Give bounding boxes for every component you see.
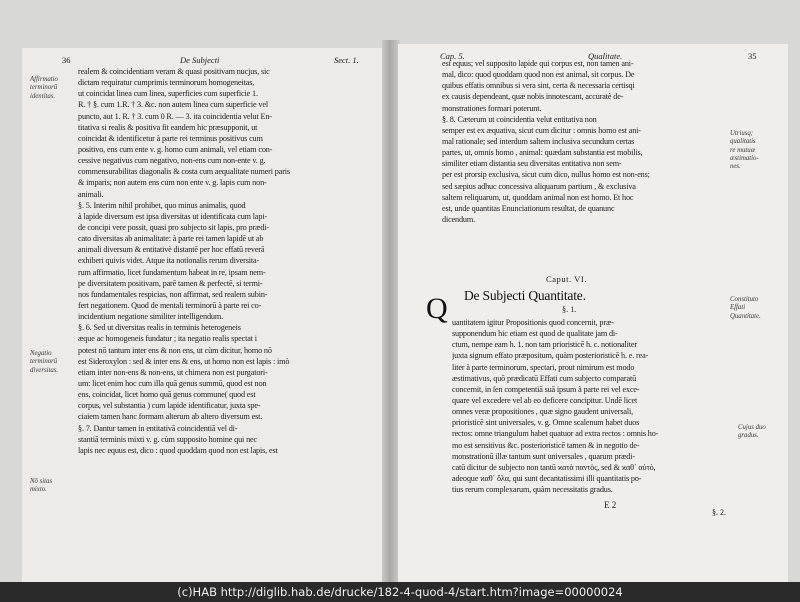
image-caption-bar: (c)HAB http://diglib.hab.de/drucke/182-4-quod-4/start.htm?image=00000024 (0, 582, 800, 602)
right-running-title: Qualitate. (588, 51, 623, 61)
text-line: omnes veræ propositiones , quæ signo gaudent universali, (452, 407, 634, 417)
text-line: saltem reliquarum, ut, quoddam animal non est homo. Et hoc (442, 192, 634, 202)
text-line: cato diversitas ab animalitate: à parte rei tamen lapidē ut ab (78, 234, 264, 244)
text-line: mal rationale; sed interdum saltem inclusiva secundum certas (442, 136, 635, 146)
text-line: ens, coincidat, licet homo quā genus commune( quod est (78, 390, 256, 400)
text-line: cessive negativus cum negativo, non-ens cum non-ente v. g. (78, 156, 266, 166)
text-line: dicendum. (442, 214, 475, 224)
text-line: corpus, vel substantia ) cum lapide identificatur, juxta spe- (78, 401, 261, 411)
right-margin-note-2: Constituto Effati Quantitate. (730, 296, 761, 320)
text-line: à lapide diversum est ipsa diversitas ut identificata cum lapi- (78, 211, 268, 221)
text-line: & imparis; non autem ens cum non ente v. g. lapis cum non- (78, 178, 267, 188)
text-line: partes, ut, omnis homo , animal: quædam substantia est mobilis, (442, 148, 643, 158)
text-line: sed sæpius adhuc concessiva aliquarum partium , & exclusiva (442, 181, 636, 191)
right-margin-note-3: Cujus duo gradus. (738, 424, 766, 440)
text-line: quibus effatis omnibus si vera sint, certa & necessaria certisqi (442, 81, 635, 91)
right-page-text-bottom (452, 317, 732, 495)
text-line: puncto, aut 1. R. † 3. cum 0 R. — 3. ita coincidentia velut En- (78, 111, 272, 121)
text-line: est equus; vel supposito lapide qui corpus est, non tamen ani- (442, 59, 634, 68)
text-line: um: licet enim hoc cum illa quā genus summū, quod est non (78, 378, 267, 388)
drop-capital: Q (426, 292, 448, 325)
text-line: ut coincidat linea cum linea, superficies cum superficie 1. (78, 89, 258, 99)
text-line: nos fundamentales respicias, non affirmat, sed realem subin- (78, 289, 268, 299)
left-margin-note-2: Negatio terminorū diversitas. (30, 350, 59, 374)
text-line: prioristicē sint universales, v. g. Omne scalenum habet duos (452, 418, 640, 428)
left-margin-note-1: Affirmatio terminorū identitas. (30, 76, 58, 100)
text-line: §. 7. Dantur tamen in entitativā coincidentiā vel di- (78, 423, 238, 433)
text-line: ctum, nempe eam h. 1. non tam prioristicē h. c. notionaliter (452, 340, 637, 350)
left-section-ref: Sect. 1. (334, 55, 359, 65)
text-line: pe diversitatem positivam, parē tamen & perfectē, si termi- (78, 278, 263, 288)
text-line: de concipi vere possit, quasi pro subjecto sit lapis, pro prædi- (78, 222, 269, 232)
left-page-number: 36 (62, 55, 71, 65)
left-running-title: De Subjecti (180, 55, 220, 65)
right-page-text-top (442, 58, 732, 225)
left-page-text (78, 66, 378, 456)
text-line: animali. (78, 189, 104, 199)
text-line: fert negationem. Quod de mentali terminorū à parte rei co- (78, 300, 262, 310)
text-line: tius rerum complexarum, quàm necessitatis gradus. (452, 485, 613, 495)
text-line: æstimativus, quō prædicatū Effati cum subjecto comparatū (452, 373, 637, 383)
text-line: supponendum hic etiam est quod de qualitate jam di- (452, 329, 618, 339)
text-line: mal, dico: quod quoddam quod non est animal, sit corpus. De (442, 70, 635, 80)
text-line: adeoque ϰαθ᾽ ὅλα, qui sunt decantatissimi illi quantitatis po- (452, 473, 642, 483)
text-line: exhiberi quivis videt. Atque ita notionalis rerum diversita- (78, 256, 260, 266)
text-line: monstrationes formari poterunt. (442, 103, 542, 113)
text-line: æque ac homogeneis fundatur ; ita negatio realis spectat i (78, 334, 257, 344)
text-line: per est prorsip exclusiva, sicut cum dico, nullus homo est non-ens; (442, 170, 650, 180)
chapter-label: Caput. VI. (546, 274, 587, 284)
text-line: quare vel excedere vel ab eo deficere concipitur. Undē licet (452, 395, 638, 405)
text-line: rectos: omne triangulum habet quatuor ad extra rectos : omnis ho- (452, 429, 659, 439)
left-margin-note-3: Nō sitas mixto. (30, 478, 53, 494)
catchword: §. 2. (712, 508, 726, 517)
text-line: rum affirmatio, licet fundamentum habeat in re, ipsam nem- (78, 267, 266, 277)
text-line: §. 5. Interim nihil prohibet, quo minus animalis, quod (78, 200, 246, 210)
text-line: dictam requiratur cumprimis terminorum homogeneitas, (78, 78, 255, 88)
text-line: titativa si realis & positiva fit eandem hic præsupponit, ut (78, 122, 258, 132)
text-line: incidentium negatione similiter intelligendum. (78, 312, 223, 322)
text-line: catū dicitur de subjecto non tantū ϰατὰ παντὸς, sed & ϰαθ᾽ αὑτὸ, (452, 462, 656, 472)
text-line: est Sideroxylon : sed & inter ens & ens, ut homo non est lapis : imò (78, 356, 290, 366)
text-line: uantitatem igitur Propositionis quod concernit, præ- (452, 318, 614, 327)
text-line: monstrationū illæ tantum sunt universales , quarum prædi- (452, 451, 635, 461)
text-line: ciaiem tamen hanc formam alterum ab altero diversum est. (78, 412, 263, 422)
text-line: similiter etiam distantia seu diversitas entitativa non sem- (442, 159, 622, 169)
text-line: §. 6. Sed ut diversitas realis in terminis heterogeneis (78, 323, 241, 333)
text-line: coincidat & identificetur à parte rei terminus positivus cum (78, 133, 263, 143)
signature-mark: E 2 (604, 500, 617, 510)
text-line: animali diversum & entitativè distantē per hoc effatū reverā (78, 245, 265, 255)
text-line: liter à parte terminorum, spectari, prout nimirum est modo (452, 362, 635, 372)
text-line: potest nō tantum inter ens & non ens, ut cùm dicitur, homo nō (78, 345, 272, 355)
text-line: §. 8. Cæterum ut coincidentia velut entitativa non (442, 114, 597, 124)
text-line: concernit, in ſen competentiā suā ipsum à parte rei vel exce- (452, 384, 640, 394)
text-line: R. † §. cum 1.R. † 3. &c. non autem linea cum superficie vel (78, 100, 268, 110)
section-label: §. 1. (562, 305, 577, 314)
right-page-number: 35 (748, 51, 757, 61)
text-line: ex causis dependeant, quæ nobis innotescant, accuratè de- (442, 92, 624, 102)
text-line: commensurabilitas diagonalis & costa cum aequalitate numeri paris (78, 167, 290, 177)
text-line: juxta signum effato præpositum, quàm posterioristicē h. e. rea- (452, 351, 649, 361)
text-line: positivo, ens cum ente v. g. homo cum animali, vel etiam con- (78, 144, 273, 154)
text-line: stantiā terminis mixti v. g. cùm supposito homine qui nec (78, 434, 257, 444)
right-running-left: Cap. 5. (440, 51, 465, 61)
text-line: etiam inter non-ens & non-ens, ut chimera non est purgatori- (78, 367, 268, 377)
text-line: mo est sensitivus &c. posterioristicē tamen & in negotio de- (452, 440, 640, 450)
text-line: realem & coincidentiam veram & quasi positivam nucjus, sic (78, 67, 270, 76)
text-line: semper est ex æquativa, sicut cum dicitur : omnis homo est ani- (442, 125, 641, 135)
text-line: est, unde quantitas Enunciationum resultat, de quanunc (442, 203, 615, 213)
right-margin-note-1: Utriusq; qualitatis re mutuæ æstimatio- nes. (730, 130, 759, 171)
chapter-title: De Subjecti Quantitate. (464, 288, 586, 303)
text-line: lapis nec equus est, dico : quod quoddam quod non est lapis, est (78, 445, 278, 455)
